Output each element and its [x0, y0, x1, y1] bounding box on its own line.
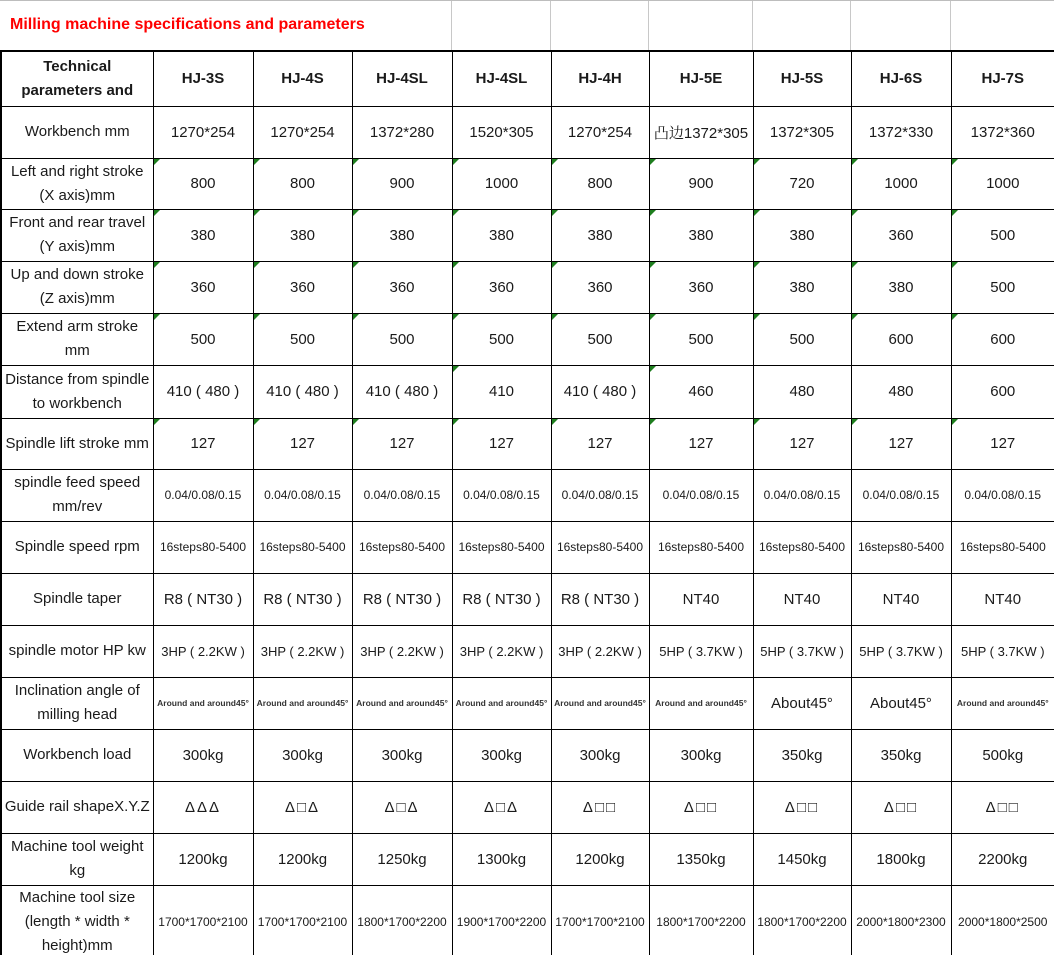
row-label: Up and down stroke (Z axis)mm — [1, 261, 153, 313]
cell-error-marker-icon — [453, 159, 459, 165]
gridline — [950, 1, 951, 51]
spec-cell: Δ□□ — [649, 781, 753, 833]
spec-cell: NT40 — [851, 573, 951, 625]
spec-cell: 3HP ( 2.2KW ) — [253, 625, 352, 677]
table-row — [1, 313, 1054, 365]
table-row — [1, 833, 1054, 885]
spec-cell: 800 — [153, 158, 253, 209]
table-row — [1, 677, 1054, 729]
cell-error-marker-icon — [552, 314, 558, 320]
spec-cell: 380 — [649, 209, 753, 261]
cell-error-marker-icon — [650, 262, 656, 268]
spec-cell: 0.04/0.08/0.15 — [951, 469, 1054, 521]
spec-cell: 380 — [851, 261, 951, 313]
cell-error-marker-icon — [952, 210, 958, 216]
cell-error-marker-icon — [952, 159, 958, 165]
spec-cell: 1800*1700*2200 — [649, 885, 753, 955]
row-label: Left and right stroke (X axis)mm — [1, 158, 153, 209]
cell-error-marker-icon — [353, 314, 359, 320]
spec-cell: Δ□Δ — [452, 781, 551, 833]
row-label: Inclination angle of milling head — [1, 677, 153, 729]
spec-cell: 1350kg — [649, 833, 753, 885]
spec-cell: 3HP ( 2.2KW ) — [551, 625, 649, 677]
cell-error-marker-icon — [453, 262, 459, 268]
spec-cell: 480 — [753, 365, 851, 418]
gridline — [550, 1, 551, 51]
spec-cell: 1450kg — [753, 833, 851, 885]
cell-error-marker-icon — [254, 314, 260, 320]
table-row — [1, 573, 1054, 625]
spec-cell: 1000 — [851, 158, 951, 209]
table-row — [1, 158, 1054, 209]
spec-cell: 410 ( 480 ) — [352, 365, 452, 418]
row-label: spindle feed speed mm/rev — [1, 469, 153, 521]
spec-cell: 凸边1372*305 — [649, 106, 753, 158]
model-header-hj-4sl: HJ-4SL — [452, 51, 551, 106]
spec-cell: 0.04/0.08/0.15 — [649, 469, 753, 521]
spec-cell: 1000 — [452, 158, 551, 209]
cell-error-marker-icon — [353, 210, 359, 216]
spec-cell: About45° — [753, 677, 851, 729]
cell-error-marker-icon — [254, 419, 260, 425]
spec-cell: 127 — [452, 418, 551, 469]
spec-cell: Around and around45° — [352, 677, 452, 729]
spec-cell: 380 — [352, 209, 452, 261]
spec-cell: 16steps80-5400 — [352, 521, 452, 573]
cell-error-marker-icon — [650, 159, 656, 165]
model-header-hj-4h: HJ-4H — [551, 51, 649, 106]
spec-cell: 500 — [452, 313, 551, 365]
spec-cell: 800 — [551, 158, 649, 209]
table-row — [1, 781, 1054, 833]
spec-cell: Δ□Δ — [253, 781, 352, 833]
table-row — [1, 521, 1054, 573]
spec-cell: 300kg — [153, 729, 253, 781]
row-label: Guide rail shapeX.Y.Z — [1, 781, 153, 833]
spec-cell: 500 — [352, 313, 452, 365]
spec-cell: 127 — [253, 418, 352, 469]
spec-cell: 2200kg — [951, 833, 1054, 885]
spec-cell: 1200kg — [153, 833, 253, 885]
table-row — [1, 261, 1054, 313]
spec-cell: 380 — [753, 261, 851, 313]
spec-cell: Around and around45° — [649, 677, 753, 729]
cell-error-marker-icon — [353, 419, 359, 425]
cell-error-marker-icon — [254, 159, 260, 165]
spec-cell: 16steps80-5400 — [153, 521, 253, 573]
row-label: Workbench load — [1, 729, 153, 781]
cell-error-marker-icon — [254, 262, 260, 268]
spec-cell: 1270*254 — [153, 106, 253, 158]
spec-cell: Around and around45° — [951, 677, 1054, 729]
cell-error-marker-icon — [353, 262, 359, 268]
spec-cell: 380 — [753, 209, 851, 261]
spec-cell: 1372*305 — [753, 106, 851, 158]
spec-cell: 360 — [649, 261, 753, 313]
spec-cell: 720 — [753, 158, 851, 209]
row-label: Spindle lift stroke mm — [1, 418, 153, 469]
cell-error-marker-icon — [754, 314, 760, 320]
spec-cell: 0.04/0.08/0.15 — [153, 469, 253, 521]
spec-cell: 2000*1800*2300 — [851, 885, 951, 955]
spec-cell: 1000 — [951, 158, 1054, 209]
spec-cell: 0.04/0.08/0.15 — [753, 469, 851, 521]
model-header-hj-5s: HJ-5S — [753, 51, 851, 106]
spec-cell: 16steps80-5400 — [649, 521, 753, 573]
cell-error-marker-icon — [453, 366, 459, 372]
spec-cell: 900 — [649, 158, 753, 209]
spec-cell: NT40 — [649, 573, 753, 625]
gridline — [451, 1, 452, 51]
spec-cell: Around and around45° — [153, 677, 253, 729]
cell-error-marker-icon — [852, 262, 858, 268]
spec-cell: 500 — [951, 261, 1054, 313]
cell-error-marker-icon — [552, 419, 558, 425]
spec-cell: Around and around45° — [253, 677, 352, 729]
spec-cell: 1200kg — [551, 833, 649, 885]
spec-cell: 600 — [951, 365, 1054, 418]
spec-cell: 500 — [951, 209, 1054, 261]
spec-cell: 5HP ( 3.7KW ) — [753, 625, 851, 677]
cell-error-marker-icon — [650, 314, 656, 320]
cell-error-marker-icon — [650, 366, 656, 372]
spec-cell: 3HP ( 2.2KW ) — [153, 625, 253, 677]
spec-cell: 500 — [753, 313, 851, 365]
spec-cell: 1270*254 — [253, 106, 352, 158]
spec-cell: 900 — [352, 158, 452, 209]
spec-cell: 3HP ( 2.2KW ) — [352, 625, 452, 677]
cell-error-marker-icon — [154, 314, 160, 320]
spec-cell: 16steps80-5400 — [753, 521, 851, 573]
cell-error-marker-icon — [952, 262, 958, 268]
spec-cell: 500 — [153, 313, 253, 365]
spec-cell: 380 — [551, 209, 649, 261]
spec-cell: 380 — [153, 209, 253, 261]
spec-cell: 480 — [851, 365, 951, 418]
spec-cell: Δ□□ — [753, 781, 851, 833]
table-header — [1, 51, 1054, 106]
cell-error-marker-icon — [754, 210, 760, 216]
model-header-hj-4sl: HJ-4SL — [352, 51, 452, 106]
spec-cell: 600 — [851, 313, 951, 365]
spec-cell: 410 ( 480 ) — [253, 365, 352, 418]
spec-cell: 127 — [649, 418, 753, 469]
spec-cell: Around and around45° — [551, 677, 649, 729]
spec-cell: 5HP ( 3.7KW ) — [851, 625, 951, 677]
spec-cell: 500 — [649, 313, 753, 365]
cell-error-marker-icon — [552, 210, 558, 216]
spec-cell: 0.04/0.08/0.15 — [551, 469, 649, 521]
spec-cell: 16steps80-5400 — [951, 521, 1054, 573]
spec-cell: 1800kg — [851, 833, 951, 885]
spec-cell: 127 — [153, 418, 253, 469]
spec-cell: 127 — [551, 418, 649, 469]
model-header-hj-3s: HJ-3S — [153, 51, 253, 106]
model-header-hj-7s: HJ-7S — [951, 51, 1054, 106]
spec-cell: 300kg — [253, 729, 352, 781]
spec-cell: 410 ( 480 ) — [551, 365, 649, 418]
table-row — [1, 209, 1054, 261]
spec-cell: R8 ( NT30 ) — [253, 573, 352, 625]
page-title: Milling machine specifications and parameters — [10, 16, 365, 33]
gridline — [752, 1, 753, 51]
cell-error-marker-icon — [754, 159, 760, 165]
cell-error-marker-icon — [154, 210, 160, 216]
cell-error-marker-icon — [754, 262, 760, 268]
cell-error-marker-icon — [852, 159, 858, 165]
spec-cell: 1700*1700*2100 — [153, 885, 253, 955]
spec-cell: 410 — [452, 365, 551, 418]
spec-cell: About45° — [851, 677, 951, 729]
cell-error-marker-icon — [852, 314, 858, 320]
table-row — [1, 365, 1054, 418]
spec-cell: 360 — [253, 261, 352, 313]
table-row — [1, 469, 1054, 521]
row-label: Distance from spindle to workbench — [1, 365, 153, 418]
spec-cell: 1200kg — [253, 833, 352, 885]
spec-cell: 350kg — [753, 729, 851, 781]
model-header-hj-4s: HJ-4S — [253, 51, 352, 106]
spec-cell: 460 — [649, 365, 753, 418]
row-label: Spindle taper — [1, 573, 153, 625]
spec-cell: 300kg — [352, 729, 452, 781]
spec-cell: 0.04/0.08/0.15 — [352, 469, 452, 521]
row-label: Machine tool weight kg — [1, 833, 153, 885]
spec-cell: ΔΔΔ — [153, 781, 253, 833]
spec-cell: 360 — [352, 261, 452, 313]
spec-cell: 380 — [452, 209, 551, 261]
spec-cell: 300kg — [649, 729, 753, 781]
cell-error-marker-icon — [154, 262, 160, 268]
spec-cell: 1900*1700*2200 — [452, 885, 551, 955]
cell-error-marker-icon — [154, 419, 160, 425]
spec-cell: R8 ( NT30 ) — [452, 573, 551, 625]
spec-table — [0, 50, 1054, 955]
gridline — [648, 1, 649, 51]
spec-cell: 16steps80-5400 — [551, 521, 649, 573]
spec-cell: NT40 — [753, 573, 851, 625]
spec-cell: 300kg — [452, 729, 551, 781]
spec-cell: 3HP ( 2.2KW ) — [452, 625, 551, 677]
cell-error-marker-icon — [952, 419, 958, 425]
spec-cell: 360 — [851, 209, 951, 261]
spec-cell: Around and around45° — [452, 677, 551, 729]
model-header-hj-6s: HJ-6S — [851, 51, 951, 106]
spec-cell: 500 — [551, 313, 649, 365]
spec-cell: 5HP ( 3.7KW ) — [649, 625, 753, 677]
row-label: Spindle speed rpm — [1, 521, 153, 573]
spec-cell: 0.04/0.08/0.15 — [452, 469, 551, 521]
spec-cell: 410 ( 480 ) — [153, 365, 253, 418]
spec-cell: 0.04/0.08/0.15 — [253, 469, 352, 521]
cell-error-marker-icon — [552, 262, 558, 268]
spec-cell: 1800*1700*2200 — [753, 885, 851, 955]
cell-error-marker-icon — [552, 159, 558, 165]
cell-error-marker-icon — [650, 419, 656, 425]
cell-error-marker-icon — [453, 210, 459, 216]
spec-cell: 360 — [153, 261, 253, 313]
table-row — [1, 418, 1054, 469]
spec-cell: 2000*1800*2500 — [951, 885, 1054, 955]
cell-error-marker-icon — [852, 210, 858, 216]
spec-cell: 360 — [452, 261, 551, 313]
spec-cell: 16steps80-5400 — [452, 521, 551, 573]
cell-error-marker-icon — [154, 159, 160, 165]
model-header-hj-5e: HJ-5E — [649, 51, 753, 106]
spec-cell: R8 ( NT30 ) — [551, 573, 649, 625]
spec-cell: 16steps80-5400 — [253, 521, 352, 573]
spec-cell: Δ□Δ — [352, 781, 452, 833]
spec-cell: 1800*1700*2200 — [352, 885, 452, 955]
spec-cell: Δ□□ — [851, 781, 951, 833]
cell-error-marker-icon — [453, 314, 459, 320]
cell-error-marker-icon — [952, 314, 958, 320]
spec-cell: 800 — [253, 158, 352, 209]
spec-cell: 127 — [851, 418, 951, 469]
spec-cell: 300kg — [551, 729, 649, 781]
spec-cell: 500 — [253, 313, 352, 365]
spec-cell: 600 — [951, 313, 1054, 365]
spec-cell: 1700*1700*2100 — [253, 885, 352, 955]
corner-header: Technical parameters and — [1, 51, 153, 106]
cell-error-marker-icon — [453, 419, 459, 425]
cell-error-marker-icon — [852, 419, 858, 425]
table-row — [1, 106, 1054, 158]
gridline — [850, 1, 851, 51]
title-band — [0, 0, 1054, 50]
spec-cell: 0.04/0.08/0.15 — [851, 469, 951, 521]
spec-cell: 500kg — [951, 729, 1054, 781]
table-row — [1, 885, 1054, 955]
table-row — [1, 625, 1054, 677]
cell-error-marker-icon — [754, 419, 760, 425]
spec-cell: 127 — [753, 418, 851, 469]
spec-cell: 1700*1700*2100 — [551, 885, 649, 955]
cell-error-marker-icon — [353, 159, 359, 165]
table-row — [1, 729, 1054, 781]
spec-cell: Δ□□ — [551, 781, 649, 833]
row-label: Workbench mm — [1, 106, 153, 158]
row-label: Front and rear travel (Y axis)mm — [1, 209, 153, 261]
spec-cell: 1372*360 — [951, 106, 1054, 158]
spec-cell: 127 — [352, 418, 452, 469]
row-label: Extend arm stroke mm — [1, 313, 153, 365]
cell-error-marker-icon — [650, 210, 656, 216]
spec-cell: NT40 — [951, 573, 1054, 625]
spec-cell: R8 ( NT30 ) — [153, 573, 253, 625]
spec-cell: 16steps80-5400 — [851, 521, 951, 573]
row-label: Machine tool size (length * width * height)mm — [1, 885, 153, 955]
spec-cell: 1520*305 — [452, 106, 551, 158]
spec-cell: 1250kg — [352, 833, 452, 885]
spec-cell: R8 ( NT30 ) — [352, 573, 452, 625]
spec-cell: 380 — [253, 209, 352, 261]
row-label: spindle motor HP kw — [1, 625, 153, 677]
spec-cell: 1372*330 — [851, 106, 951, 158]
cell-error-marker-icon — [254, 210, 260, 216]
spec-cell: 360 — [551, 261, 649, 313]
spec-cell: 1372*280 — [352, 106, 452, 158]
spec-cell: 1270*254 — [551, 106, 649, 158]
spec-cell: Δ□□ — [951, 781, 1054, 833]
spec-cell: 127 — [951, 418, 1054, 469]
spec-cell: 5HP ( 3.7KW ) — [951, 625, 1054, 677]
spec-cell: 350kg — [851, 729, 951, 781]
spec-cell: 1300kg — [452, 833, 551, 885]
